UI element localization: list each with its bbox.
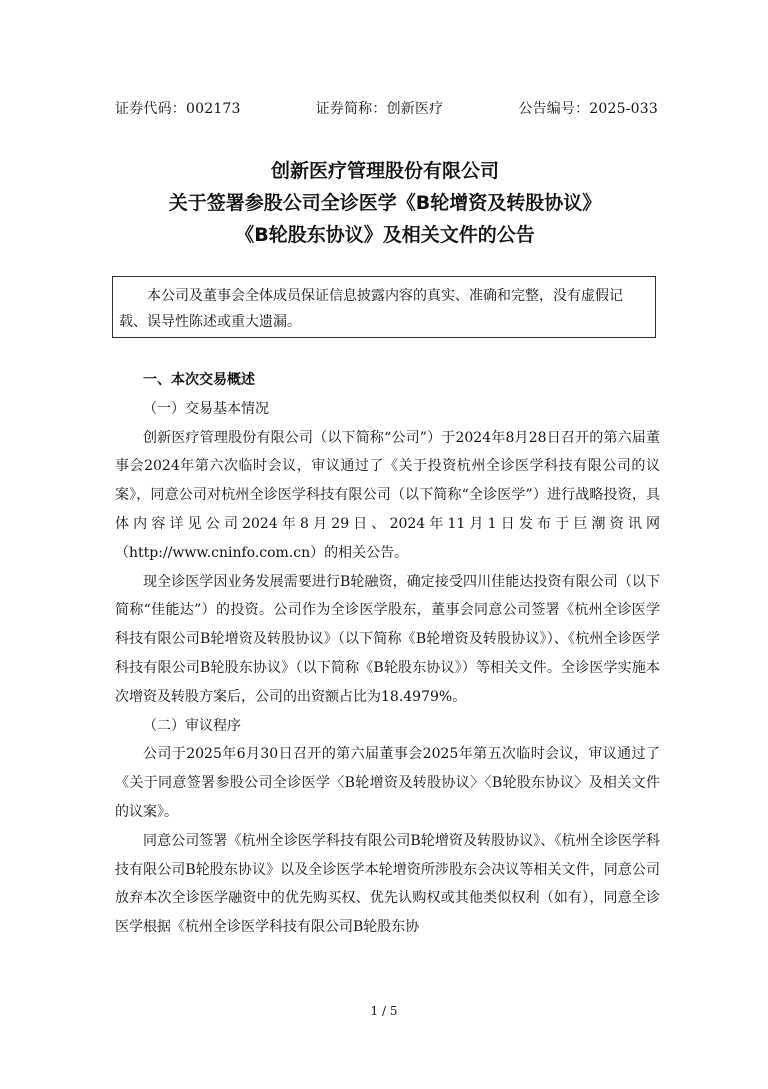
paragraph-1: 创新医疗管理股份有限公司（以下简称“公司”）于2024年8月28日召开的第六届董事会2024年第六次临时会议，审议通过了《关于投资杭州全诊医学科技有限公司的议案》，同意公司对杭州全诊医学科技有限公司（以下简称“全诊医学”）进行战略投资，具体内容详见公司2024年8月29日、2024年11月1日发布于巨潮资讯网（http://www.cninfo.com.cn）的相关公告。 [115, 429, 660, 561]
security-code: 证券代码：002173 [115, 101, 241, 117]
disclaimer-text: 本公司及董事会全体成员保证信息披露内容的真实、准确和完整，没有虚假记载、误导性陈述或重大遗漏。 [119, 288, 623, 330]
title-line-2: 关于签署参股公司全诊医学《B轮增资及转股协议》 [168, 192, 602, 214]
notice-number: 公告编号：2025-033 [518, 101, 658, 117]
title-line-1: 创新医疗管理股份有限公司 [270, 160, 499, 182]
paragraph-4: 同意公司签署《杭州全诊医学科技有限公司B轮增资及转股协议》、《杭州全诊医学科技有限公司B轮股东协议》以及全诊医学本轮增资所涉股东会决议等相关文件，同意公司放弃本次全诊医学融资中的优先购买权、优先认购权或其他类似权利（如有），同意全诊医学根据《杭州全诊医学科技有限公司B轮股东协 [115, 832, 660, 936]
title-line-3: 《B轮股东协议》及相关文件的公告 [235, 224, 535, 246]
disclaimer-box [112, 276, 656, 338]
paragraph-3: 公司于2025年6月30日召开的第六届董事会2025年第五次临时会议，审议通过了《关于同意签署参股公司全诊医学〈B轮增资及转股协议〉〈B轮股东协议〉及相关文件的议案》。 [115, 746, 660, 820]
document-title [100, 155, 670, 251]
subsection-heading-1: （一）交易基本情况 [143, 400, 269, 417]
paragraph-2: 现全诊医学因业务发展需要进行B轮融资，确定接受四川佳能达投资有限公司（以下简称“佳能达”）的投资。公司作为全诊医学股东，董事会同意公司签署《杭州全诊医学科技有限公司B轮增资及转股协议》（以下简称《B轮增资及转股协议》）、《杭州全诊医学科技有限公司B轮股东协议》（以下简称《B轮股东协议》）等相关文件。全诊医学实施本次增资及转股方案后，公司的出资额占比为18.4979%。 [115, 573, 660, 705]
security-short-name: 证券简称：创新医疗 [315, 101, 444, 117]
page-number: 1 / 5 [370, 1004, 398, 1018]
section-heading-1: 一、本次交易概述 [143, 372, 255, 388]
subsection-heading-2: （二）审议程序 [143, 717, 241, 734]
document-header [115, 98, 658, 118]
document-body [115, 366, 660, 942]
